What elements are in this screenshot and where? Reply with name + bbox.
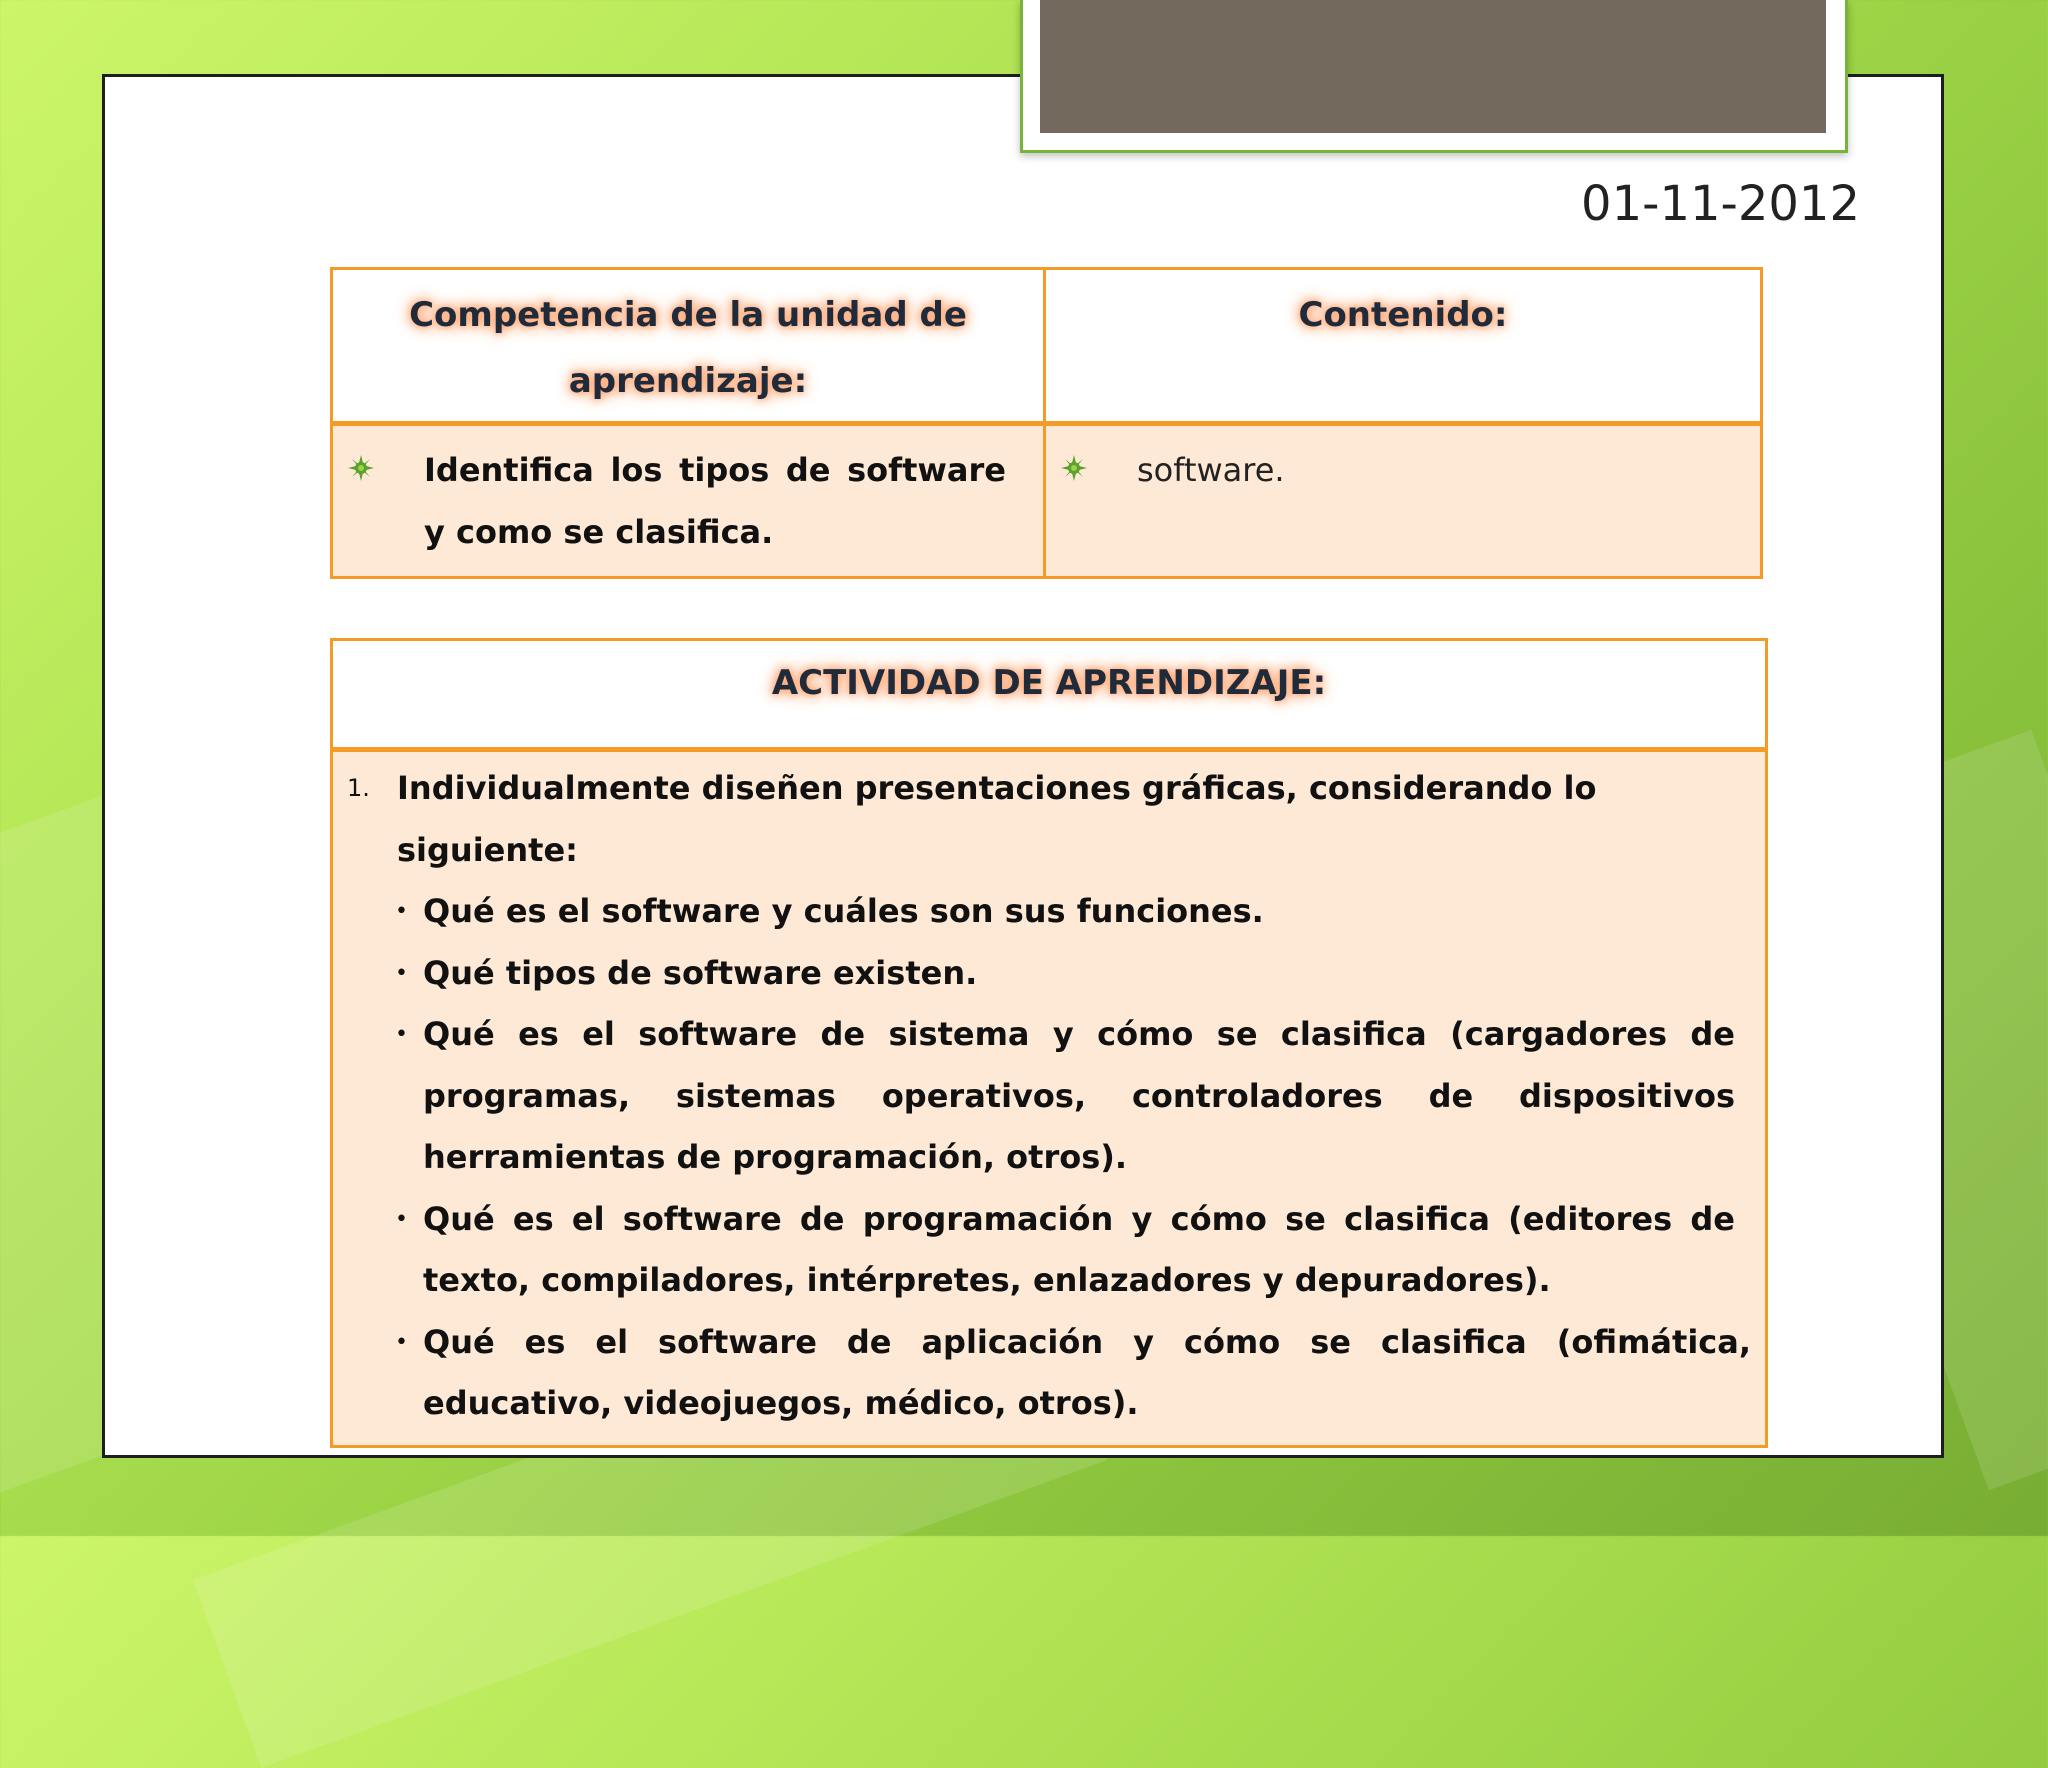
- bullet-dot: •: [395, 1022, 408, 1047]
- content-header-cell: [1045, 269, 1762, 424]
- bullet-dot: •: [395, 960, 408, 986]
- bullet-text: Qué tipos de software existen.: [423, 953, 978, 992]
- title-placeholder: [1040, 0, 1826, 133]
- activity-header-cell: [332, 640, 1767, 750]
- bullet-text: Qué es el software de sistema y cómo se clasifica (cargadores de programas, sistemas operativos, controladores de dispositivos herramientas de programación, otros).: [423, 1015, 1735, 1176]
- item-text: Individualmente diseñen presentaciones gráficas, considerando lo siguiente:: [397, 769, 1597, 869]
- bullet-dot: •: [395, 1329, 408, 1355]
- bullet-text: Qué es el software y cuáles son sus funciones.: [423, 892, 1264, 930]
- numbered-item: [347, 758, 1751, 881]
- item-number: 1.: [347, 774, 370, 802]
- list-item: [347, 1189, 1751, 1312]
- activity-header: ACTIVIDAD DE APRENDIZAJE:: [771, 663, 1327, 703]
- competency-body-cell: [332, 424, 1045, 578]
- green-star-bullet-icon: [348, 455, 374, 481]
- competency-header-cell: [332, 269, 1045, 424]
- list-item: [347, 943, 1751, 1005]
- content-body-cell: [1045, 424, 1762, 578]
- slide-date: 01-11-2012: [1581, 176, 1860, 232]
- list-item: [347, 1312, 1751, 1435]
- bullet-dot: •: [395, 1206, 408, 1232]
- content-header: Contenido:: [1298, 295, 1508, 335]
- bullet-text: Qué es el software de aplicación y cómo se clasifica (ofimática, educativo, videojuegos, médico, otros).: [423, 1322, 1751, 1422]
- activity-table: [330, 638, 1768, 1448]
- content-text: software.: [1137, 451, 1285, 489]
- activity-body-cell: [332, 750, 1767, 1447]
- list-item: [347, 1004, 1751, 1189]
- competency-header: Competencia de la unidad de aprendizaje:: [409, 295, 967, 401]
- bullet-dot: •: [395, 899, 408, 924]
- green-star-bullet-icon: [1061, 455, 1087, 481]
- bullet-text: Qué es el software de programación y cómo se clasifica (editores de texto, compiladores, intérpretes, enlazadores y depuradores).: [423, 1199, 1735, 1299]
- list-item: [347, 881, 1751, 943]
- competency-content-table: [330, 267, 1763, 579]
- competency-text: Identifica los tipos de software y como se clasifica.: [424, 451, 1006, 551]
